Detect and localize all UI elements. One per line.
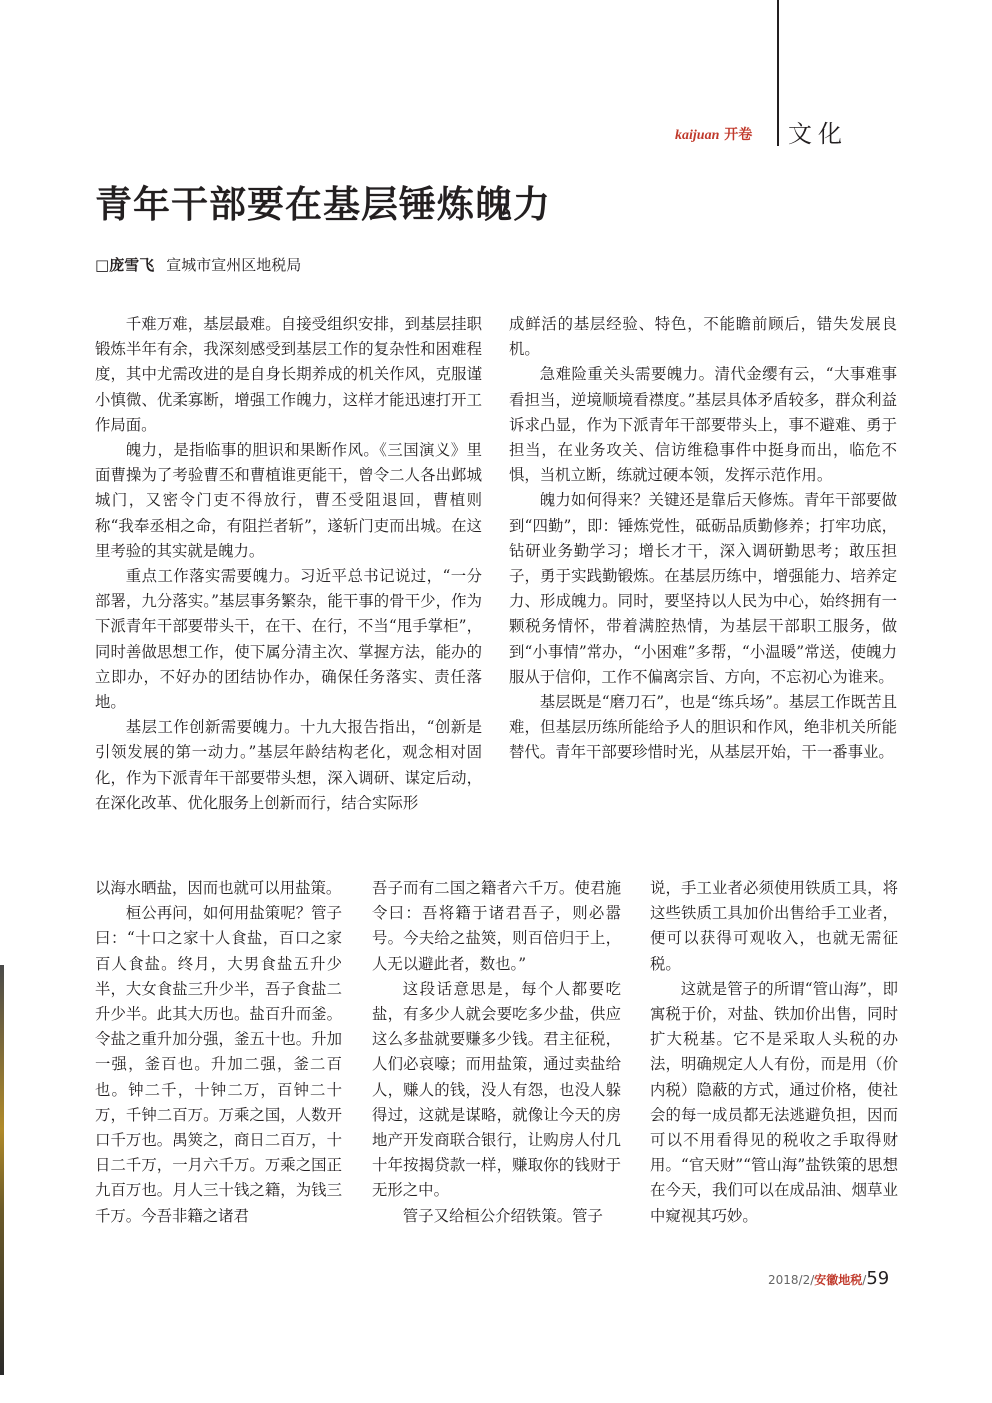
- author-box: □: [95, 256, 110, 274]
- column-label-cn: 开卷: [724, 127, 753, 143]
- paragraph: 基层既是“磨刀石”，也是“练兵场”。基层工作既苦且难，但基层历练所能给予人的胆识和作风，绝非机关所能替代。青年干部要珍惜时光，从基层开始，干一番事业。: [509, 693, 897, 762]
- essay-column-3: [650, 876, 898, 1229]
- article-column-1: [95, 312, 482, 816]
- page-edge-image: [0, 965, 4, 1375]
- byline: [95, 254, 301, 275]
- paragraph: 重点工作落实需要魄力。习近平总书记说过，“一分部署，九分落实。”基层事务繁杂，能干事的骨干少，作为下派青年干部要带头干，在干、在行，不当“甩手掌柜”，同时善做思想工作，使下属分清主次、掌握方法，能办的立即办，不好办的团结协作办，确保任务落实、责任落地。: [95, 567, 482, 712]
- article-column-2: [509, 312, 897, 766]
- paragraph: 成鲜活的基层经验、特色，不能瞻前顾后，错失发展良机。: [509, 315, 897, 359]
- paragraph: 说，手工业者必须使用铁质工具，将这些铁质工具加价出售给手工业者，便可以获得可观收入，也就无需征税。: [650, 879, 898, 973]
- article-title: 青年干部要在基层锤炼魄力: [95, 182, 551, 226]
- paragraph: 管子又给桓公介绍铁策。管子: [402, 1206, 603, 1225]
- paragraph: 这段话意思是，每个人都要吃盐，有多少人就会要吃多少盐，供应这么多盐就要赚多少钱。君主征税，人们必哀嚎；而用盐策，通过卖盐给人，赚人的钱，没人有怨，也没人躲得过，这就是谋略，就像让今天的房地产开发商联合银行，让购房人付几十年按揭贷款一样，赚取你的钱财于无形之中。: [372, 979, 621, 1200]
- paragraph: 基层工作创新需要魄力。十九大报告指出，“创新是引领发展的第一动力。”基层年龄结构老化，观念相对固化，作为下派青年干部要带头想，深入调研、谋定后动，在深化改革、优化服务上创新而行，结合实际形: [95, 718, 482, 812]
- magazine-name: 安徽地税: [814, 1273, 863, 1287]
- page-number: 59: [866, 1268, 890, 1289]
- essay-column-2: [372, 876, 621, 1229]
- page-footer: [768, 1268, 889, 1289]
- paragraph: 桓公再问，如何用盐策呢？管子曰：“十口之家十人食盐，百口之家百人食盐。终月，大男食盐五升少半，大女食盐三升少半，吾子食盐二升少半。此其大历也。盐百升而釜。令盐之重升加分强，釜五十也。升加一强，釜百也。升加二强，釜二百也。钟二千，十钟二万，百钟二十万，千钟二百万。万乘之国，人数开口千万也。禺筴之，商日二百万，十日二千万，一月六千万。万乘之国正九百万也。月人三十钱之籍，为钱三千万。今吾非籍之诸君: [95, 904, 342, 1225]
- author-name: 庞雪飞: [109, 256, 155, 274]
- paragraph: 急难险重关头需要魄力。清代金缨有云，“大事难事看担当，逆境顺境看襟度。”基层具体矛盾较多，群众利益诉求凸显，作为下派青年干部要带头上，事不避难、勇于担当，在业务攻关、信访维稳事件中挺身而出，临危不惧，当机立断，练就过硬本领，发挥示范作用。: [509, 365, 897, 485]
- footer-slash: /: [862, 1273, 867, 1287]
- author-org: 宣城市宣州区地税局: [166, 256, 302, 274]
- column-label: [675, 124, 752, 144]
- paragraph: 以海水晒盐，因而也就可以用盐策。: [95, 879, 342, 897]
- paragraph: 千难万难，基层最难。自接受组织安排，到基层挂职锻炼半年有余，我深刻感受到基层工作的复杂性和困难程度，其中尤需改进的是自身长期养成的机关作风，克服谨小慎微、优柔寡断，增强工作魄力，这样才能迅速打开工作局面。: [95, 315, 482, 434]
- essay-column-1: [95, 876, 342, 1229]
- paragraph: 魄力如何得来？关键还是靠后天修炼。青年干部要做到“四勤”，即：锤炼党性，砥砺品质勤修养；打牢功底，钻研业务勤学习；增长才干，深入调研勤思考；敢压担子，勇于实践勤锻炼。在基层历练中，增强能力、培养定力、形成魄力。同时，要坚持以人民为中心，始终拥有一颗税务情怀，带着满腔热情，为基层干部职工服务，做到“小事情”常办，“小困难”多帮，“小温暖”常送，使魄力服从于信仰，工作不偏离宗旨、方向，不忘初心为谁来。: [509, 491, 897, 686]
- column-label-latin: kaijuan: [675, 128, 720, 143]
- paragraph: 吾子而有二国之籍者六千万。使君施令曰：吾将籍于诸君吾子，则必嚣号。今夫给之盐筴，则百倍归于上，人无以避此者，数也。”: [372, 879, 621, 973]
- section-title: 文化: [788, 120, 848, 148]
- paragraph: 魄力，是指临事的胆识和果断作风。《三国演义》里面曹操为了考验曹丕和曹植谁更能干，曾令二人各出邺城城门，又密令门吏不得放行，曹丕受阻退回，曹植则称“我奉丞相之命，有阻拦者斩”，遂斩门吏而出城。在这里考验的其实就是魄力。: [95, 441, 482, 560]
- header-divider-line: [777, 0, 779, 146]
- issue-number: 2018/2/: [768, 1273, 815, 1287]
- paragraph: 这就是管子的所谓“管山海”，即寓税于价，对盐、铁加价出售，同时扩大税基。它不是采取人头税的办法，明确规定人人有份，而是用（价内税）隐蔽的方式，通过价格，使社会的每一成员都无法逃避负担，因而可以不用看得见的税收之手取得财用。“官天财”“管山海”盐铁策的思想在今天，我们可以在成品油、烟草业中窥视其巧妙。: [650, 979, 898, 1225]
